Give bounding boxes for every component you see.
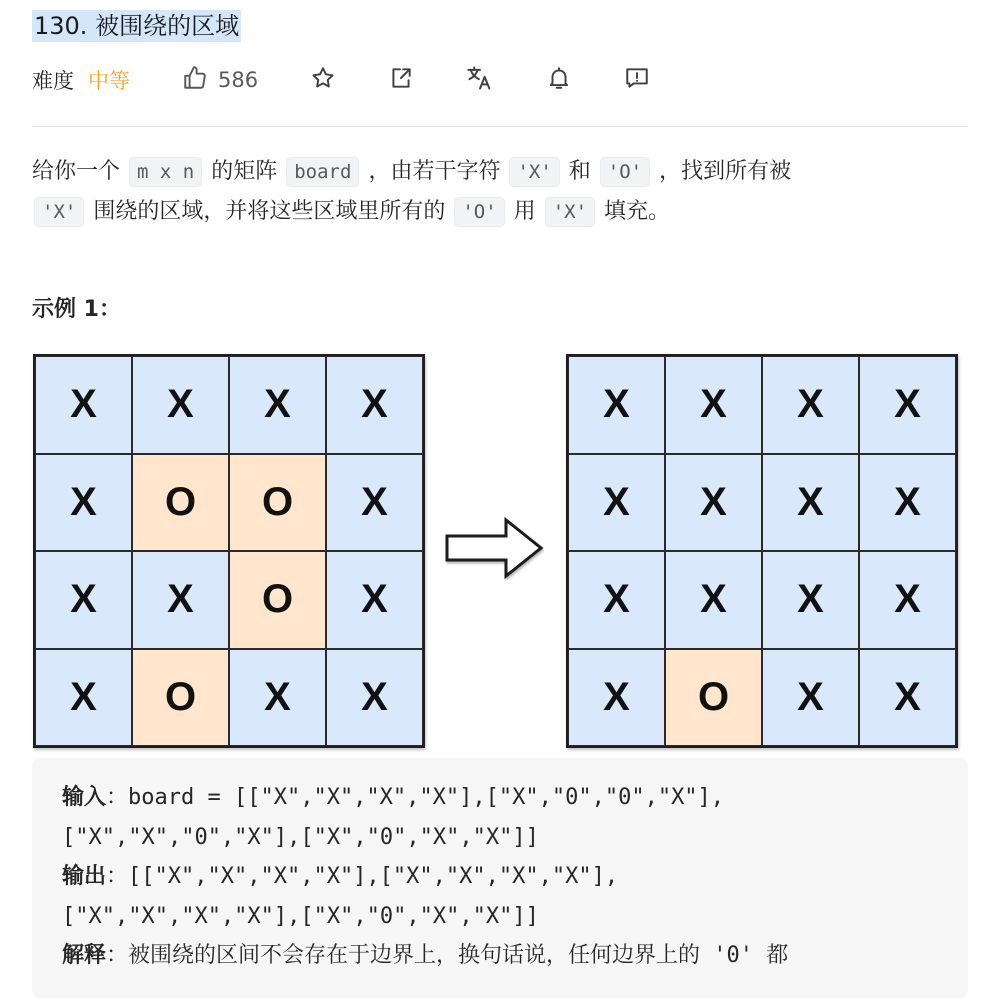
board-cell: X bbox=[859, 356, 956, 454]
board-cell: X bbox=[859, 454, 956, 552]
like-count: 586 bbox=[218, 68, 259, 92]
board-cell: X bbox=[35, 551, 132, 649]
code-x-char-3: 'X' bbox=[545, 197, 595, 227]
code-o-char-2: 'O' bbox=[454, 197, 504, 227]
board-cell: X bbox=[326, 551, 423, 649]
translate-icon bbox=[466, 64, 494, 97]
board-cell: O bbox=[132, 649, 229, 747]
board-cell: X bbox=[35, 454, 132, 552]
bell-icon bbox=[546, 65, 572, 96]
board-cell: X bbox=[665, 551, 762, 649]
share-button[interactable] bbox=[388, 65, 414, 96]
example-title: 示例 1： bbox=[32, 297, 121, 322]
problem-description bbox=[32, 152, 952, 232]
output-board-grid bbox=[566, 354, 958, 748]
board-cell: X bbox=[229, 356, 326, 454]
board-cell: O bbox=[229, 454, 326, 552]
board-cell: X bbox=[568, 551, 665, 649]
output-label: 输出 bbox=[62, 864, 107, 889]
board-cell: X bbox=[35, 649, 132, 747]
like-button[interactable] bbox=[182, 65, 258, 96]
board-cell: X bbox=[859, 551, 956, 649]
right-arrow-icon bbox=[444, 516, 544, 584]
board-cell: X bbox=[859, 649, 956, 747]
desc-text-5: ，找到所有被 bbox=[659, 159, 792, 184]
notification-button[interactable] bbox=[546, 65, 572, 96]
feedback-button[interactable] bbox=[624, 65, 650, 96]
code-mxn: m x n bbox=[129, 157, 202, 187]
input-label: 输入 bbox=[62, 785, 107, 810]
problem-title: 130. 被围绕的区域 bbox=[34, 12, 240, 40]
problem-meta-bar bbox=[32, 62, 650, 98]
code-board: board bbox=[286, 157, 359, 187]
board-cell: X bbox=[568, 454, 665, 552]
problem-title-container bbox=[32, 10, 241, 42]
output-line-2: ["X","X","X","X"],["X","0","X","X"]] bbox=[62, 903, 539, 929]
board-cell: X bbox=[762, 454, 859, 552]
feedback-icon bbox=[624, 65, 650, 96]
board-cell: X bbox=[568, 649, 665, 747]
desc-text-2: 的矩阵 bbox=[211, 159, 278, 184]
favorite-button[interactable] bbox=[310, 65, 336, 96]
board-cell: X bbox=[762, 649, 859, 747]
desc-text-4: 和 bbox=[568, 159, 591, 184]
explain-tail: 都 bbox=[766, 943, 789, 968]
board-cell: O bbox=[665, 649, 762, 747]
desc-text-8: 填充。 bbox=[604, 199, 671, 224]
explain-code: '0' bbox=[700, 943, 767, 968]
desc-text-1: 给你一个 bbox=[32, 159, 121, 184]
board-cell: O bbox=[132, 454, 229, 552]
board-cell: X bbox=[326, 356, 423, 454]
board-cell: X bbox=[762, 356, 859, 454]
thumbs-up-icon bbox=[182, 65, 218, 96]
translate-button[interactable] bbox=[466, 64, 494, 97]
input-line-1: ：board = [["X","X","X","X"],["X","0","0","X"], bbox=[106, 785, 725, 810]
code-x-char-2: 'X' bbox=[34, 197, 84, 227]
difficulty-label: 难度 bbox=[32, 69, 74, 93]
explain-text: ：被围绕的区间不会存在于边界上，换句话说，任何边界上的 bbox=[106, 943, 701, 968]
code-x-char: 'X' bbox=[509, 157, 559, 187]
board-cell: X bbox=[326, 454, 423, 552]
board-cell: X bbox=[568, 356, 665, 454]
board-cell: X bbox=[132, 551, 229, 649]
difficulty-value: 中等 bbox=[88, 69, 130, 93]
board-cell: X bbox=[132, 356, 229, 454]
code-o-char: 'O' bbox=[600, 157, 650, 187]
example-io-text bbox=[62, 778, 788, 976]
board-cell: O bbox=[229, 551, 326, 649]
desc-text-3: ，由若干字符 bbox=[368, 159, 501, 184]
board-cell: X bbox=[326, 649, 423, 747]
board-cell: X bbox=[35, 356, 132, 454]
board-cell: X bbox=[229, 649, 326, 747]
board-cell: X bbox=[665, 356, 762, 454]
header-divider bbox=[32, 126, 968, 127]
input-board-grid bbox=[33, 354, 425, 748]
desc-text-7: 用 bbox=[513, 199, 536, 224]
star-icon bbox=[310, 65, 336, 96]
input-line-2: ["X","X","0","X"],["X","0","X","X"]] bbox=[62, 824, 539, 850]
desc-text-6: 围绕的区域，并将这些区域里所有的 bbox=[93, 199, 446, 224]
output-line-1: ：[["X","X","X","X"],["X","X","X","X"], bbox=[106, 864, 619, 889]
explain-label: 解释 bbox=[62, 943, 107, 968]
board-cell: X bbox=[762, 551, 859, 649]
example-io-block bbox=[32, 758, 968, 998]
board-cell: X bbox=[665, 454, 762, 552]
share-icon bbox=[388, 65, 414, 96]
